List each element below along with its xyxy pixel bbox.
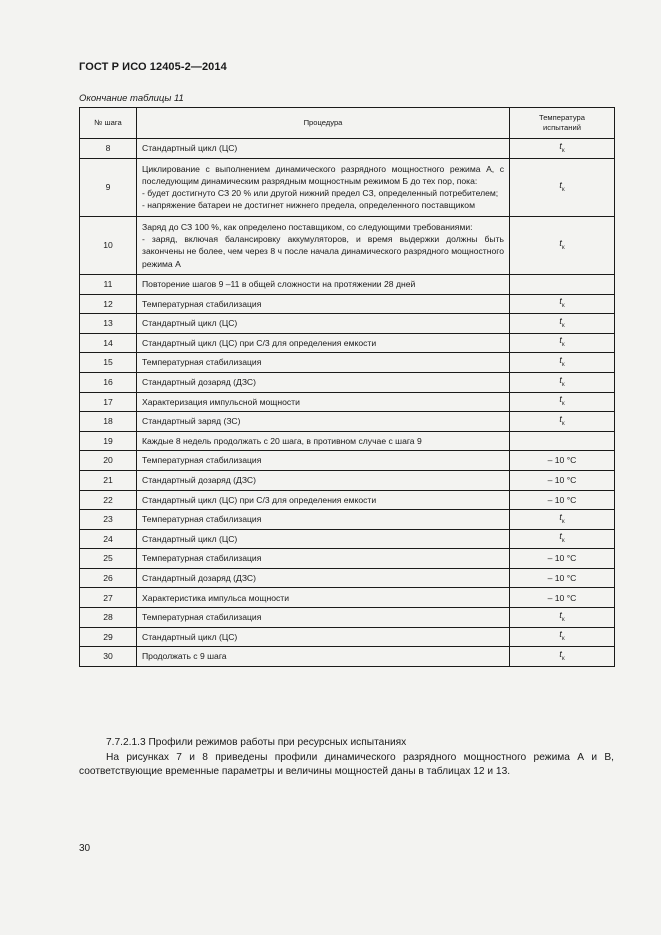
table-row (80, 627, 615, 647)
section-heading: 7.7.2.1.3 Профили режимов работы при ресурсных испытаниях (106, 737, 407, 748)
temperature-cell (510, 431, 615, 451)
procedure-text: Температурная стабилизация (142, 514, 262, 525)
step-number: 27 (80, 588, 137, 608)
procedure-text: Продолжать с 9 шага (142, 651, 227, 662)
procedure-cell (137, 627, 510, 647)
temperature-cell (510, 627, 615, 647)
procedure-text: Температурная стабилизация (142, 612, 262, 623)
temperature-symbol: $t_к$ (559, 511, 565, 525)
temperature-cell (510, 412, 615, 432)
temperature-cell (510, 274, 615, 294)
temperature-cell (510, 372, 615, 392)
procedure-text: Температурная стабилизация (142, 298, 262, 309)
procedure-text: Стандартный цикл (ЦС) (142, 533, 238, 544)
procedure-cell (137, 431, 510, 451)
temperature-cell (510, 158, 615, 216)
procedure-text: Каждые 8 недель продолжать с 20 шага, в противном случае с шага 9 (142, 435, 422, 446)
table-row (80, 216, 615, 274)
procedure-text: Температурная стабилизация (142, 455, 262, 466)
step-number: 24 (80, 529, 137, 549)
temperature-cell (510, 353, 615, 373)
procedure-cell (137, 353, 510, 373)
header-temperature: Температура испытаний (510, 108, 615, 139)
procedure-cell (137, 274, 510, 294)
procedure-cell (137, 158, 510, 216)
step-number: 10 (80, 216, 137, 274)
procedure-text: Стандартный дозаряд (ДЗС) (142, 475, 257, 486)
body-paragraph: На рисунках 7 и 8 приведены профили динамического разрядного мощностного режима А и В, соответствующие временные параметры и величины мощностей даны в таблицах 12 и 13. (79, 752, 614, 777)
temperature-symbol: $t_к$ (559, 237, 565, 251)
procedure-text: Стандартный дозаряд (ДЗС) (142, 377, 257, 388)
temperature-symbol: $t_к$ (559, 315, 565, 329)
table-row (80, 647, 615, 667)
temperature-symbol: $t_к$ (559, 296, 565, 310)
procedure-table (79, 107, 615, 667)
procedure-cell (137, 294, 510, 314)
procedure-text: Стандартный цикл (ЦС) при С/3 для определения емкости (142, 494, 377, 505)
table-row (80, 274, 615, 294)
temperature-cell: – 10 °C (510, 490, 615, 510)
temperature-symbol: $t_к$ (559, 413, 565, 427)
step-number: 17 (80, 392, 137, 412)
temperature-symbol: $t_к$ (559, 394, 565, 408)
step-number: 26 (80, 568, 137, 588)
temperature-cell: – 10 °C (510, 588, 615, 608)
table-row (80, 392, 615, 412)
temperature-symbol: $t_к$ (559, 354, 565, 368)
procedure-text: Температурная стабилизация (142, 357, 262, 368)
header-procedure: Процедура (137, 108, 510, 139)
procedure-text: Циклирование с выполнением динамического разрядного мощностного режима А, с последующим динамическим разрядным мощностным режимом Б до тех пор, пока: (142, 163, 504, 186)
procedure-cell (137, 216, 510, 274)
step-number: 9 (80, 158, 137, 216)
procedure-text: Стандартный дозаряд (ДЗС) (142, 573, 257, 584)
procedure-text: - заряд, включая балансировку аккумуляторов, и время выдержки должны быть закончены не более, чем через 8 ч после начала динамического разрядного мощностного режима А (142, 234, 504, 269)
temperature-cell (510, 333, 615, 353)
table-row (80, 529, 615, 549)
procedure-cell (137, 529, 510, 549)
procedure-cell (137, 333, 510, 353)
step-number: 23 (80, 510, 137, 530)
step-number: 25 (80, 549, 137, 569)
procedure-cell (137, 139, 510, 159)
procedure-text: Стандартный цикл (ЦС) при С/3 для определения емкости (142, 337, 377, 348)
step-number: 14 (80, 333, 137, 353)
procedure-text: Стандартный цикл (ЦС) (142, 318, 238, 329)
procedure-cell (137, 314, 510, 334)
table-row (80, 431, 615, 451)
procedure-cell (137, 470, 510, 490)
procedure-cell (137, 451, 510, 471)
temperature-cell: – 10 °C (510, 568, 615, 588)
temperature-symbol: $t_к$ (559, 609, 565, 623)
step-number: 19 (80, 431, 137, 451)
step-number: 28 (80, 608, 137, 628)
table-row (80, 158, 615, 216)
step-number: 15 (80, 353, 137, 373)
step-number: 8 (80, 139, 137, 159)
temperature-symbol: $t_к$ (559, 374, 565, 388)
step-number: 11 (80, 274, 137, 294)
table-row (80, 568, 615, 588)
temperature-symbol: $t_к$ (559, 531, 565, 545)
temperature-cell (510, 647, 615, 667)
step-number: 18 (80, 412, 137, 432)
procedure-text: - напряжение батареи не достигнет нижнего предела, определенного поставщиком (142, 200, 475, 211)
temperature-cell (510, 608, 615, 628)
table-header-row (80, 108, 615, 139)
step-number: 13 (80, 314, 137, 334)
procedure-cell (137, 392, 510, 412)
table-row (80, 372, 615, 392)
temperature-symbol: $t_к$ (559, 179, 565, 193)
temperature-symbol: $t_к$ (559, 648, 565, 662)
page-number: 30 (79, 843, 91, 854)
temperature-cell (510, 529, 615, 549)
table-row (80, 470, 615, 490)
table-row (80, 139, 615, 159)
procedure-text: Заряд до СЗ 100 %, как определено поставщиком, со следующими требованиями: (142, 221, 473, 232)
procedure-text: Температурная стабилизация (142, 553, 262, 564)
step-number: 22 (80, 490, 137, 510)
temperature-cell (510, 294, 615, 314)
procedure-text: - будет достигнуто СЗ 20 % или другой нижний предел СЗ, определенный потребителем; (142, 188, 499, 199)
temperature-cell (510, 392, 615, 412)
procedure-text: Характеристика импульса мощности (142, 592, 290, 603)
table-caption: Окончание таблицы 11 (79, 93, 184, 104)
standard-title: ГОСТ Р ИСО 12405-2—2014 (79, 61, 227, 73)
table-row (80, 353, 615, 373)
table-row (80, 294, 615, 314)
step-number: 21 (80, 470, 137, 490)
step-number: 12 (80, 294, 137, 314)
table-row (80, 451, 615, 471)
procedure-text: Стандартный цикл (ЦС) (142, 143, 238, 154)
table-row (80, 314, 615, 334)
temperature-cell: – 10 °C (510, 451, 615, 471)
procedure-cell (137, 588, 510, 608)
temperature-symbol: $t_к$ (559, 629, 565, 643)
procedure-cell (137, 510, 510, 530)
temperature-cell: – 10 °C (510, 549, 615, 569)
procedure-cell (137, 549, 510, 569)
step-number: 20 (80, 451, 137, 471)
table-body (80, 139, 615, 667)
temperature-cell (510, 314, 615, 334)
procedure-text: Повторение шагов 9 –11 в общей сложности на протяжении 28 дней (142, 279, 416, 290)
temperature-cell (510, 216, 615, 274)
temperature-cell (510, 510, 615, 530)
temperature-cell (510, 139, 615, 159)
table-row (80, 510, 615, 530)
table-row (80, 549, 615, 569)
temperature-symbol: $t_к$ (559, 140, 565, 154)
procedure-cell (137, 568, 510, 588)
procedure-text: Стандартный цикл (ЦС) (142, 631, 238, 642)
procedure-cell (137, 372, 510, 392)
procedure-text: Стандартный заряд (ЗС) (142, 416, 241, 427)
procedure-cell (137, 647, 510, 667)
procedure-cell (137, 412, 510, 432)
header-step: № шага (80, 108, 137, 139)
procedure-cell (137, 608, 510, 628)
step-number: 16 (80, 372, 137, 392)
procedure-text: Характеризация импульсной мощности (142, 396, 300, 407)
table-row (80, 490, 615, 510)
table-row (80, 608, 615, 628)
table-row (80, 333, 615, 353)
procedure-cell (137, 490, 510, 510)
step-number: 30 (80, 647, 137, 667)
temperature-cell: – 10 °C (510, 470, 615, 490)
table-row (80, 588, 615, 608)
table-row (80, 412, 615, 432)
step-number: 29 (80, 627, 137, 647)
temperature-symbol: $t_к$ (559, 335, 565, 349)
